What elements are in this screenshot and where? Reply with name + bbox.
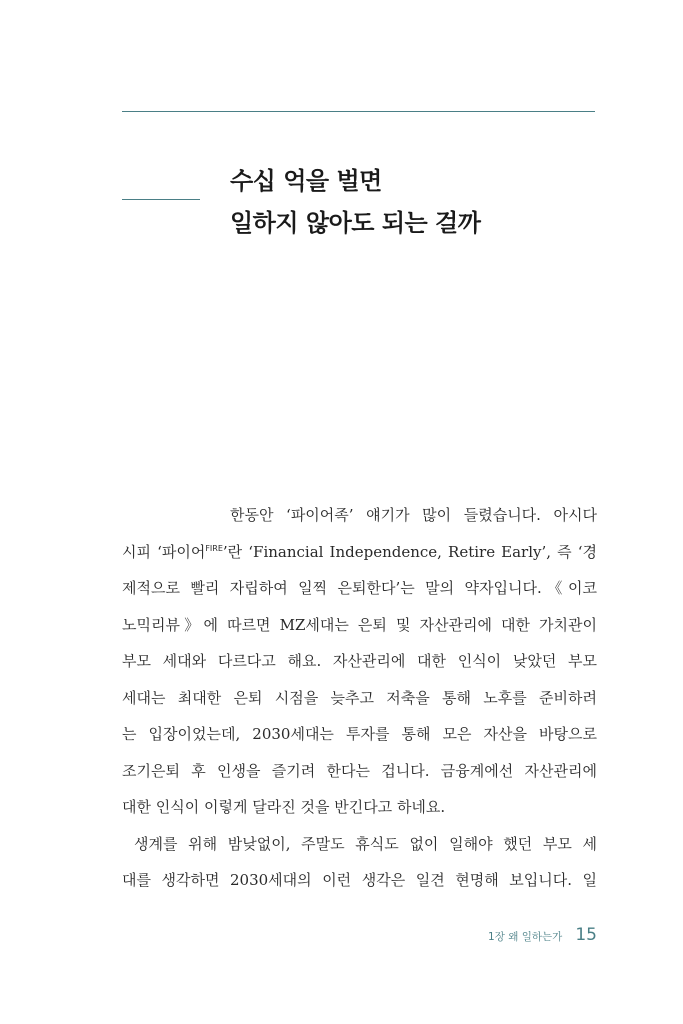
body-line-10: 생계를 위해 밤낮없이, 주말도 휴식도 없이 일해야 했던 부모 세	[134, 834, 597, 853]
top-rule	[122, 111, 595, 112]
body-line-4: 노믹리뷰》에 따르면 MZ세대는 은퇴 및 자산관리에 대한 가치관이	[122, 615, 597, 634]
body-line-9: 대한 인식이 이렇게 달라진 것을 반긴다고 하네요.	[122, 798, 446, 816]
body-text	[122, 497, 597, 899]
chapter-title-line-1: 수십 억을 벌면	[230, 167, 382, 195]
title-rule	[122, 199, 200, 200]
body-line-5: 부모 세대와 다르다고 해요. 자산관리에 대한 인식이 낮았던 부모	[122, 652, 597, 670]
page-footer	[488, 925, 597, 945]
body-line-8: 조기은퇴 후 인생을 즐기려 한다는 겁니다. 금융계에선 자산관리에	[122, 761, 597, 780]
body-line-6: 세대는 최대한 은퇴 시점을 늦추고 저축을 통해 노후를 준비하려	[122, 688, 597, 707]
body-line-1: 한동안 ‘파이어족’ 얘기가 많이 들렸습니다. 아시다	[230, 506, 597, 524]
body-line-2-end: ’란 ‘Financial Independence, Retire Early’, 즉 ‘경	[222, 542, 597, 561]
fire-superscript: FIRE	[205, 543, 223, 553]
body-line-7: 는 입장이었는데, 2030세대는 투자를 통해 모은 자산을 바탕으로	[122, 725, 597, 743]
chapter-title-line-2: 일하지 않아도 되는 걸까	[230, 209, 481, 237]
body-line-3: 제적으로 빨리 자립하여 일찍 은퇴한다’는 말의 약자입니다.《이코	[122, 579, 597, 597]
body-line-11: 대를 생각하면 2030세대의 이런 생각은 일견 현명해 보입니다. 일	[122, 871, 597, 889]
body-line-2-start: 시피 ‘파이어	[122, 542, 206, 561]
footer-chapter-label: 1장 왜 일하는가	[488, 931, 563, 943]
chapter-title	[230, 160, 610, 244]
page-number: 15	[575, 925, 597, 945]
body-line-2	[122, 534, 597, 571]
